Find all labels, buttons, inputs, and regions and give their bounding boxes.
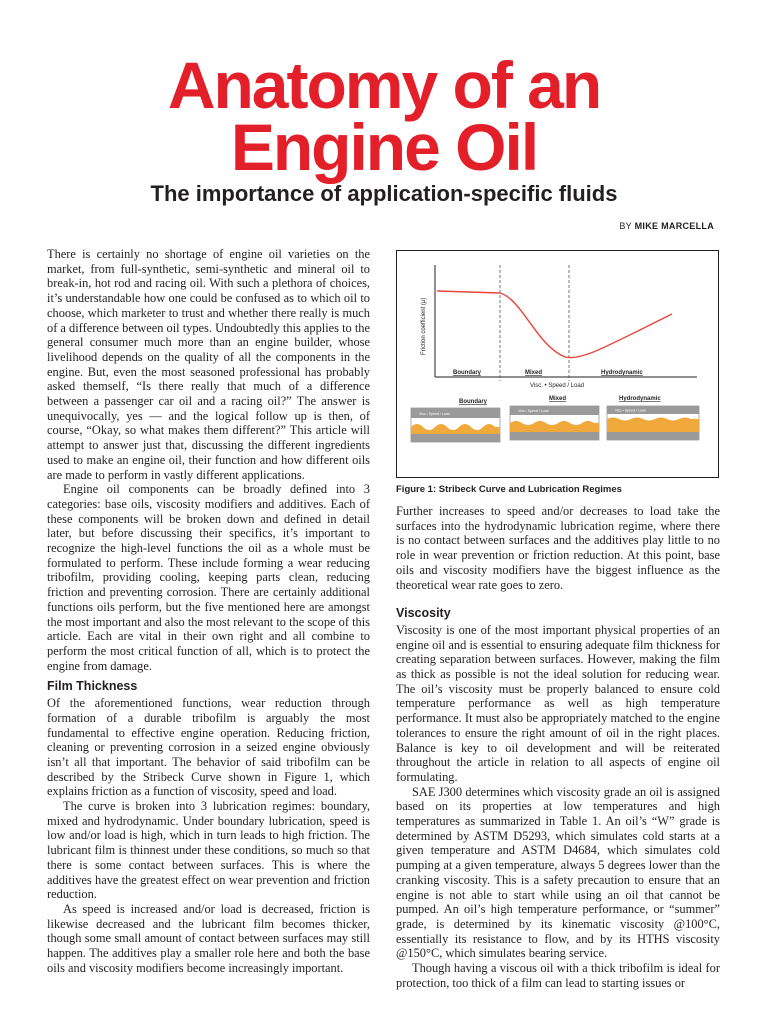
byline-prefix: BY (619, 221, 635, 231)
article-subtitle: The importance of application-specific fluids (150, 181, 618, 206)
section-heading-viscosity: Viscosity (396, 606, 451, 621)
figure-caption: Figure 1: Stribeck Curve and Lubrication Regimes (396, 484, 622, 495)
body-paragraph: SAE J300 determines which viscosity grade an oil is assigned based on its properties at low temperatures and high temperatures as summarized in Table 1. An oil’s “W” grade is determined by ASTM D5293, which simulates cold starts at a given temperature and ASTM D4684, which simulates cold pumping at a given temperature, always 5 degrees lower than the cranking viscosity. This is a safety precaution to ensure that an engine is not able to start while using an oil that cannot be pumped. An oil’s high temperature performance, or “summer” grade, is determined by its kinematic viscosity @100°C, essentially its resistance to flow, and by its HTHS viscosity @150°C, which simulates bearing service. (396, 784, 720, 961)
body-paragraph: Viscosity is one of the most important physical properties of an engine oil and is essential to ensuring adequate film thickness for creating separation between surfaces. However, making the film as thick as possible is not the ideal solution for reducing wear. The oil’s viscosity must be properly balanced to ensure cold temperature performance as well as high temperature performance. It must also be appropriately matched to the engine tolerances to ensure the right amount of oil in the right places. Balance is key to oil development and will be reiterated throughout the article in relation to all aspects of engine oil formulating. (396, 622, 720, 784)
x-axis-label: Visc. • Speed / Load (529, 383, 585, 389)
panel-inner-label: Visc • Speed / Load (615, 408, 646, 413)
author-name: MIKE MARCELLA (634, 221, 714, 231)
panel-label-mixed: Mixed (549, 396, 567, 402)
article-title-line-2: Engine Oil (230, 110, 538, 184)
left-column (47, 247, 370, 975)
panel-label-boundary: Boundary (459, 399, 488, 405)
regime-label-boundary: Boundary (453, 370, 482, 376)
regime-label-mixed: Mixed (525, 370, 543, 376)
body-paragraph: Further increases to speed and/or decreases to load take the surfaces into the hydrodynamic lubrication regime, where there is no contact between surfaces and the additives play little to no role in wear prevention or friction reduction. At this point, base oils and viscosity modifiers have the biggest influence as the theoretical wear rate goes to zero. (396, 504, 720, 592)
stribeck-curve (437, 291, 672, 358)
mixed-panel (510, 406, 599, 440)
article-title-line-1: Anatomy of an (167, 48, 601, 122)
y-axis-label: Friction coefficient (μ) (421, 297, 427, 355)
byline (619, 221, 714, 231)
right-column (396, 504, 720, 991)
stribeck-diagram (397, 251, 718, 477)
hydrodynamic-panel (607, 406, 699, 440)
panel-inner-label: Visc • Speed / Load (419, 412, 450, 416)
boundary-panel (411, 408, 500, 442)
body-paragraph: Though having a viscous oil with a thick tribofilm is ideal for protection, too thick of a film can lead to starting issues or (396, 961, 720, 990)
body-paragraph: Of the aforementioned functions, wear reduction through formation of a durable tribofilm is arguably the most fundamental to effective engine operation. Reducing friction, cleaning or preventing corrosion in a seized engine obviously isn’t all that important. The behavior of said tribofilm can be described by the Stribeck Curve shown in Figure 1, which explains friction as a function of viscosity, speed and load. (47, 696, 370, 799)
body-paragraph: There is certainly no shortage of engine oil varieties on the market, from full-synthetic, semi-synthetic and mineral oil to break-in, hot rod and racing oil. With such a plethora of choices, it’s understandable how one could be confused as to which oil to choose, which marketer to trust and whether there really is much of a difference between oil types. Undoubtedly this applies to the general consumer much more than an engine builder, whose livelihood depends on the quality of all the components in the engine. But, even the most seasoned professional has probably asked themself, “Is there really that much of a difference between a passenger car oil and a racing oil?” The answer is unequivocally, yes — and the logical follow up is then, of course, “Okay, so what makes them different?” This article will attempt to answer just that, discussing the different ingredients used to make an engine oil, their function and how different oils are made to perform in vastly different applications. (47, 247, 370, 482)
panel-label-hydrodynamic: Hydrodynamic (619, 396, 661, 402)
body-paragraph: Engine oil components can be broadly defined into 3 categories: base oils, viscosity modifiers and additives. Each of these components will be broken down and defined in detail later, but before discussing their specifics, it’s important to recognize the high-level functions the oil as a whole must be formulated to perform. These include forming a wear reducing tribofilm, providing cooling, keeping parts clean, reducing friction and preventing corrosion. There are certainly additional functions oils perform, but the five mentioned here are amongst the most important and also the most relevant to the scope of this article. Each are vital in their own right and all combine to perform the most critical function of all, which is to protect the engine from damage. (47, 482, 370, 673)
section-heading-film-thickness: Film Thickness (47, 679, 138, 694)
body-paragraph: As speed is increased and/or load is decreased, friction is likewise decreased and the lubricant film becomes thicker, though some small amount of contact between surfaces may still happen. The additives play a smaller role here and both the base oils and viscosity modifiers become increasingly important. (47, 901, 370, 975)
regime-label-hydrodynamic: Hydrodynamic (601, 370, 643, 376)
panel-inner-label: Visc • Speed / Load (518, 409, 549, 413)
stribeck-figure (396, 250, 719, 478)
body-paragraph: The curve is broken into 3 lubrication regimes: boundary, mixed and hydrodynamic. Under boundary lubrication, speed is low and/or load is high, which in turn leads to high friction. The lubricant film is thinnest under these conditions, so much so that there is some contact between surfaces. This is where the additives have the greatest effect on wear prevention and friction reduction. (47, 799, 370, 902)
